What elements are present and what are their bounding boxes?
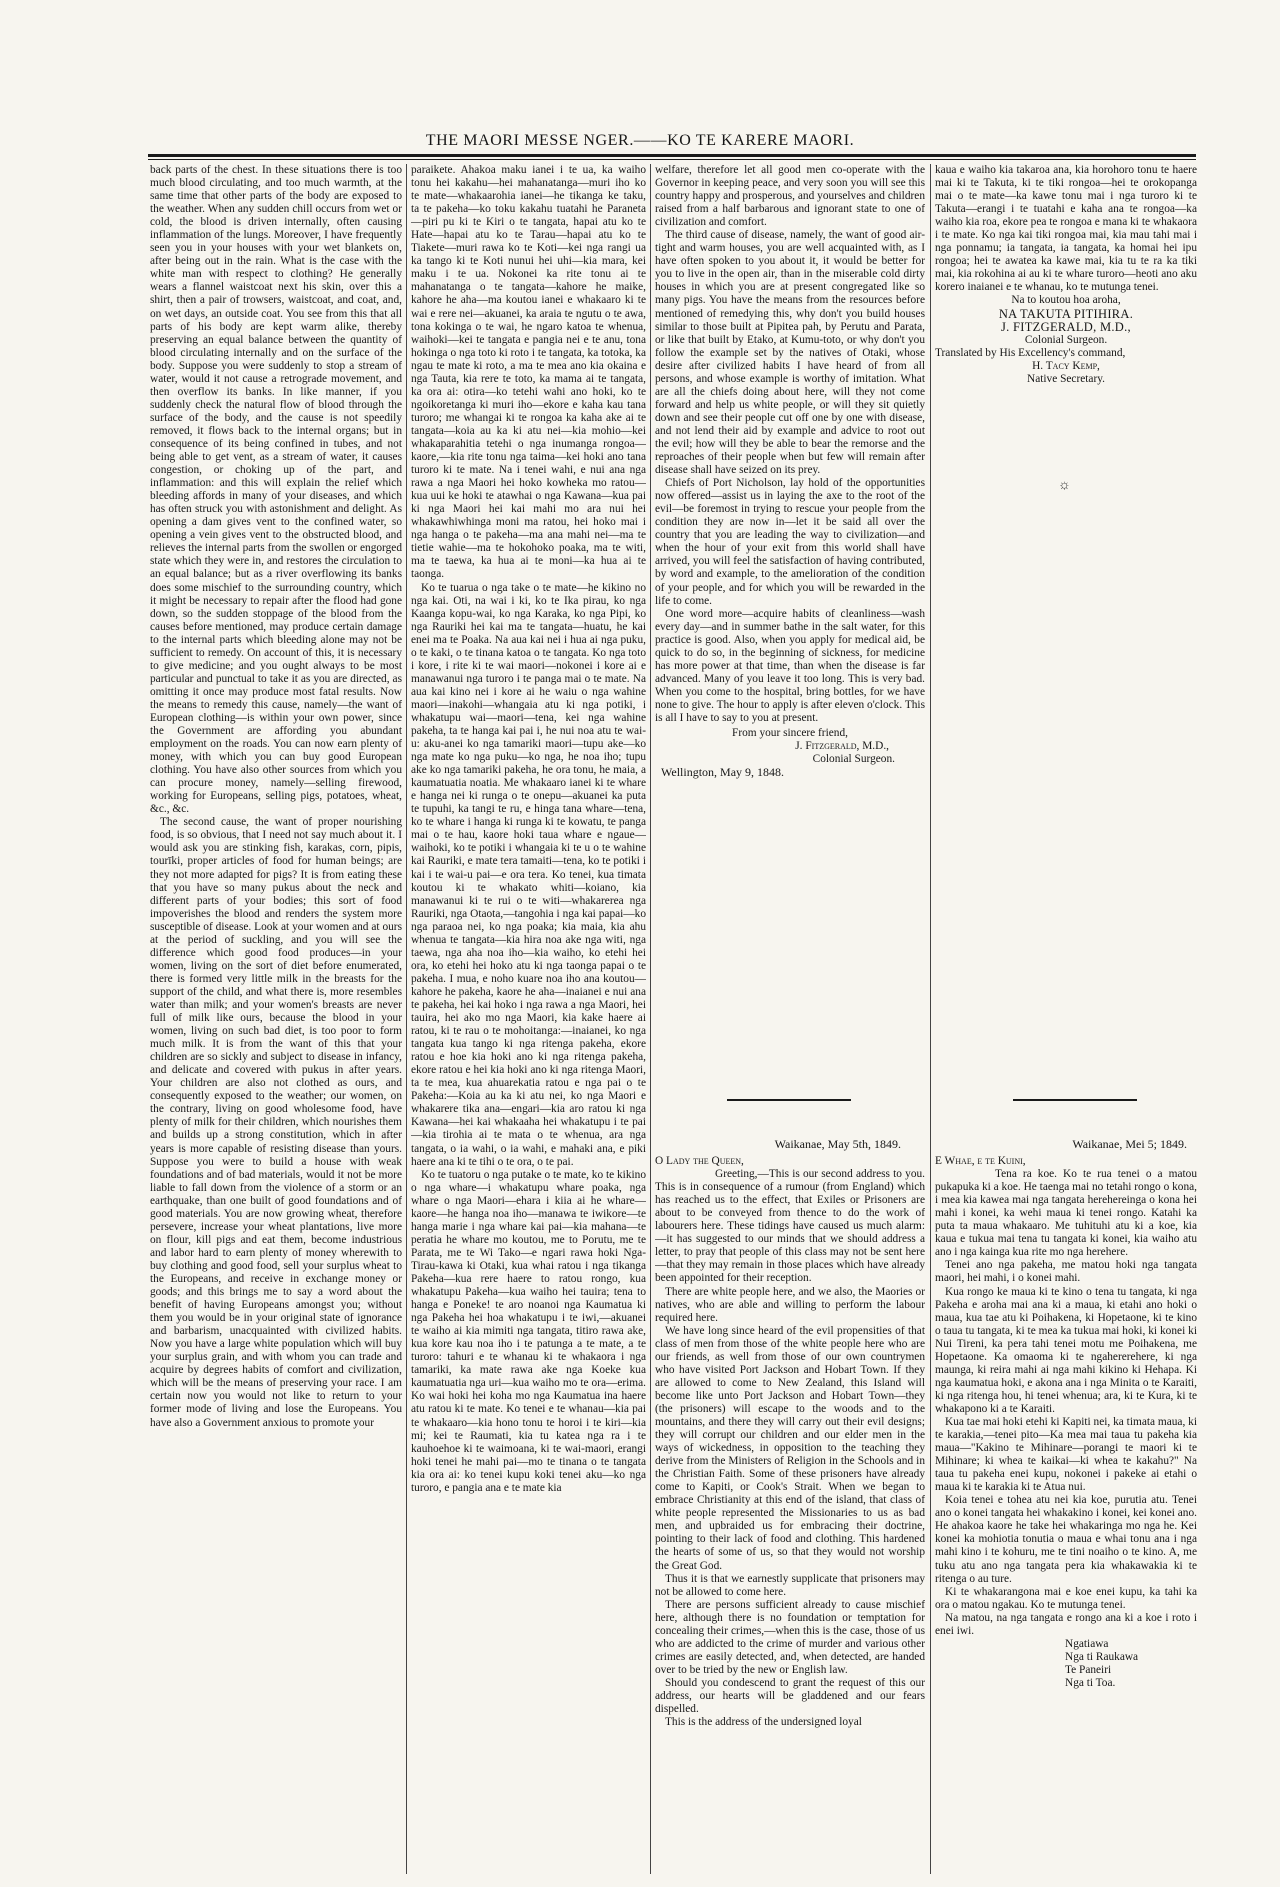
address-to-queen-maori [935,1138,1197,1873]
address-to-queen-english [655,1138,925,1873]
address-dateline: Waikanae, Mei 5; 1849. [1072,1138,1187,1151]
dateline: Wellington, May 9, 1848. [661,765,785,780]
signature-name-english: J. FITZGERALD, M.D., [1001,319,1131,334]
paragraph: There are white people here, and we also, the Maories or natives, who are able and willing to perform the labour required here. [655,1285,925,1324]
masthead: THE MAORI MESSE NGER.——KO TE KARERE MAORI. [425,132,855,149]
translator-name-text: H. Tacy Kemp, [1032,359,1100,372]
paragraph: There are persons sufficient already to cause mischief here, although there is no foundation or temptation for concealing their crimes,—when this is the case, those of us who are addicted to the crime of murder and various other crimes are easily detected, and, when detected, are handed over to be tried by the new or English law. [655,1598,925,1676]
address-salutation: O Lady the Queen, [655,1155,744,1168]
signature-name: NA TAKUTA PITIHIRA. [998,306,1134,321]
paragraph: back parts of the chest. In these situations there is too much blood circulating, and too much warmth, at the same time that other parts of the body are exposed to the weather. When any sudden chill occurs from wet or cold, the blood is driven internally, often causing inflammation of the lungs. Moreover, I have frequently seen you in your houses with your wet blankets on, after being out in the rain. What is the case with the white man with respect to clothing? He generally wears a flannel waistcoat next his skin, over this a shirt, then a pair of trowsers, waistcoat, and coat, and, on wet days, an outside coat. You see from this that all parts of his body are kept warm alike, thereby preserving an equal balance between the quantity of blood circulating internally and on the surface of the body. Suppose you were suddenly to stop a stream of water, would it not cause a retrograde movement, and then overflow its banks. In like manner, if you suddenly check the natural flow of blood through the surface of the body, and the cause is not speedily removed, it flows back to the internal organs; but in consequence of its being confined in tubes, and not being able to get vent, as a stream of water, it causes congestion, or choking up of the part, and inflammation: and this will explain the relief which bleeding affords in many of your diseases, and which has often struck you with astonishment and delight. As opening a dam gives vent to the confined water, so opening a vein gives vent to the obstructed blood, and relieves the internal parts from the swollen or engorged state which they were in, and restores the circulation to an equal balance; but as a river overflowing its banks does some mischief to the surrounding country, which it might be necessary to repair after the flood had gone down, so the sudden stoppage of the blood from the causes before mentioned, may produce certain damage to the internal parts which bleeding alone may not be sufficient to remedy. On account of this, it is necessary to give medicine; and you ought always to be most particular and punctual to take it as you are directed, as omitting it once may produce most fatal results. Now the means to remedy this cause, namely—the want of European clothing—is within your own power, since the Government are affording you abundant employment on the roads. You can now earn plenty of money, with which you can buy good European clothing. You have also other sources from which you can procure money, namely—selling firewood, working for Europeans, selling pigs, potatoes, wheat, &c., &c. [150,164,402,816]
signature-closing: Na to koutou hoa aroha, [1011,294,1121,307]
signature-closing: From your sincere friend, [732,727,848,740]
signatory: Ngatiawa [1065,1637,1109,1650]
column-2-maori-letter [411,164,646,1874]
paragraph: Greeting,—This is our second address to you. This is in consequence of a rumour (from England) which has reached us to the effect, that Exiles or Prisoners are about to be conveyed from thence to do the work of labourers here. These tidings have caused us much alarm:—it has suggested to our minds that we should address a letter, to pray that people of this class may not be sent here—that they may remain in those places which have already been appointed for their reception. [655,1168,925,1285]
paragraph: Thus it is that we earnestly supplicate that prisoners may not be allowed to come here. [655,1572,925,1598]
column-divider [650,164,651,1874]
paragraph: The third cause of disease, namely, the want of good air-tight and warm houses, you are well acquainted with, as I have often spoken to you about it, it would be better for you to live in the open air, than in the miserable cold dirty houses in which you are at present congregated like so many pigs. You have the means from the resources before mentioned of remedying this, why don't you build houses similar to those built at Pipitea pah, by Perutu and Parata, or like that built by Etako, at Kumu-toto, or why don't you follow the example set by the natives of Otaki, whose desire after civilized habits I have heard of from all persons, and whose example is worthy of imitation. What are all the chiefs doing about here, will they not come forward and help us white people, or will they sit quietly down and see their people cut off one by one with disease, and not lend their aid by example and advice to root out the evil; how will they be able to bear the remorse and the reproaches of their people when but few will remain after disease shall have seized on its prey. [655,229,925,477]
paragraph: We have long since heard of the evil propensities of that class of men from those of the white people here who are our friends, as well from those of our own countrymen who have visited Port Jackson and Hobart Town. If they are allowed to come to New Zealand, this Island will become like unto Port Jackson and Hobart Town—they (the prisoners) will escape to the woods and to the mountains, and there they will carry out their evil designs; they will corrupt our children and our elder men in the ways of wickedness, in opposition to the teaching they derive from the Ministers of Religion in the Schools and in the Christian Faith. Some of these prisoners have already come to Kapiti, or Cook's Strait. When we began to embrace Christianity at this end of the island, that class of white people represented the Missionaries to us as bad men, and upbraided us for embracing their doctrine, pointing to their lack of food and clothing. This hardened the hearts of some of us, so that they would not worship the Great God. [655,1324,925,1572]
masthead-rule [148,154,1196,157]
translation-note: Translated by His Excellency's command, [935,346,1126,359]
column-3-english-letter-end [655,164,925,1044]
translator-title: Native Secretary. [1027,372,1105,385]
signatory: Nga ti Toa. [1065,1676,1116,1689]
signature-name [655,740,925,753]
column-divider [930,164,931,1874]
paragraph: Na matou, na nga tangata e rongo ana ki a koe i roto i enei iwi. [935,1611,1197,1637]
address-salutation: E Whae, e te Kuini, [935,1155,1026,1168]
signature-title: Colonial Surgeon. [1024,333,1108,346]
paragraph: paraikete. Ahakoa maku ianei i te ua, ka waiho tonu hei kakahu—hei mahanatanga—muri iho ko te mate—whakaarohia ianei—he tikanga ke taku, ta te pakeha—ko toku kakahu tuatahi he Paraneta—piri pu ki te Kiri o te tangata, hapai atu ko te Hate—hapai atu ko te Tarau—hapai atu ko te Tiakete—muri rawa ko te Koti—kei nga rangi ua ka tango ki te Koti nunui hei uhi—kia mara, kei maku i te ua. Nokonei ka rite tonu ai te mahanatanga o te tangata—kahore he maike, kahore he aha—ma koutou ianei e whakaaro ki te wai e rere nei—akuanei, ka araia te ngutu o te awa, tona kokinga o te wai, he ngaro katoa te whenua, waihoki—kei te tangata e pangia nei e te anu, tona hokinga o nga toto ki roto i te tangata, ka totoka, ka ngau te mate ki roto, a ma te mea ano kia okaina e nga Tauta, kia rere te toto, ka mama ai te tangata, ka ora ai: otira—ko tetehi wahi ano hoki, ko te ngoikoretanga ki muri iho—ekore e kaha kau tana turoro; me whangai ki te rongoa ka kaha ake ai te tangata—koia au ka ki atu nei—kia mohio—kei whakaparahitia tetehi o nga inumanga rongoa—kaore,—kia rite tonu nga taima—kei hoki ano tana turoro ki te mate. Na i tenei wahi, e nui ana nga rawa a nga Maori hei hoko kowheka mo ratou—kua uui ke hoki te atawhai o nga Kawana—kua pai ki nga Maori hei kai mahi mo ara nui hei whakawhiwhinga moni ma ratou, hei hoko mai i nga hanga o te pakeha—ma ana mahi nei—ma te tietie wahie—ma te hokohoko poaka, ma te witi, ma te taewa, ka hua ai te moni—ka hua ai te taonga. [411,164,646,581]
paragraph: This is the address of the undersigned loyal [665,1716,862,1729]
paragraph: Tena ra koe. Ko te rua tenei o a matou pukapuka ki a koe. He taenga mai no tetahi rongo o kona, i mea kia kawea mai nga tangata herehereinga o kona hei mahi i konei, ka wehi maua ki tenei rongo. Katahi ka puta ta maua whakaaro. Me tuhituhi atu ki a koe, kia kaua e tukua mai tena tu tangata ki konei, kia waiho atu ano i nga kainga kua rite mo nga herehere. [935,1168,1197,1259]
translator-name [935,360,1197,373]
signature-name-text: J. Fitzgerald, M.D., [795,740,889,753]
signatory: Nga ti Raukawa [1065,1650,1139,1663]
paragraph: Ko te tuatoru o nga putake o te mate, ko te kikino o nga whare—i whakatupu whare poaka, nga whare o nga Maori—ehara i kiia ai he whare—kaore—he hanga noa iho—manawa te iwikore—te hanga marie i nga whare kai pai—kia mahana—te peratia he whare mo koutou, me to Porutu, me te Parata, me te Wi Tako—e ngari rawa hoki Nga-Tirau-kawa ki Otaki, kua whai ratou i nga tikanga Pakeha—kua rere haere to ratou rongo, kua whakatupu Pakeha—kua waiho hei tauira; tena to hanga e Poneke! te aro noanoi nga Kaumatua ki nga Pakeha hei hoa whakatupu i te iwi,—akuanei te waiho ai kia mimiti nga tangata, titiro rawa ake, kua kore kau noa iho i te patunga a te mate, a te turoro: tahuri e te whanau ki te whakaora i nga tamariki, ka mate rawa ake nga Koeke kua kaumatuatia nga uri—kua waiho mo te ora—erima. Ko wai hoki hei koha mo nga Kaumatua ina haere atu ratou ki te mate. Ko tenei e te whanau—kia pai te whakaaro—kia hono tonu te horoi i te kiri—kia mi; kei te Raumati, kia tu katea nga ra i te kauhoehoe ki te waimoana, ki te wai-maori, erangi hoki tenei he mahi pai—mo te tinana o te tangata kia ora ai: ko tenei kupu koki tenei aku—ko nga turoro, e pangia ana e te mate kia [411,1168,646,1494]
signature-title: Colonial Surgeon. [812,753,895,766]
paragraph: Ki te whakarangona mai e koe enei kupu, ka tahi ka ora o matou ngakau. Ko te mutunga tenei. [935,1585,1197,1611]
paragraph: Kua tae mai hoki etehi ki Kapiti nei, ka timata maua, ki te karakia,—tenei pito—Ka mea mai taua tu pakeha kia maua—"Kakino te Mihinare—porangi te maori ki te Mihinare; ki whea te kaikai—ki whea te kakahu?" Na taua tu pakeha enei kupu, nokonei i pakeke ai etahi o maua ki te karakia ki te Atua nui. [935,1415,1197,1494]
address-dateline: Waikanae, May 5th, 1849. [774,1138,901,1151]
column-divider [406,164,407,1874]
paragraph: Should you condescend to grant the request of this our address, our hearts will be gladdened and our fears dispelled. [655,1676,925,1716]
paragraph: kaua e waiho kia takaroa ana, kia horohoro tonu te haere mai ki te Takuta, ki te tiki rongoa—hei te orokopanga mai o te mate—ka kawe tonu mai i nga turoro ki te Takuta—erangi i te tuatahi e kaha ana te rongoa—ka waiho kia roa, ekore pea te rongoa e mana ki te whakaora i te mate. Ko nga kai tiki rongoa mai, kia mau tahi mai i nga ponnamu; ia tangata, ia tangata, ka homai hei ipu rongoa; hei te awatea ka kawe mai, kia tu te ra ka tiki mai, kia rokohina ai au ki te whare turoro—heoti ano aku korero inaianei e te whanau, ko te mutunga tenei. [935,164,1197,294]
masthead-rule-thin [148,159,1196,160]
paragraph: Koia tenei e tohea atu nei kia koe, purutia atu. Tenei ano o konei tangata hei whakakino i konei, kei konei ano. He ahakoa kaore he take hei whakaringa mo nga he. Kei konei ka mohiotia tonutia o maua e whai tonu ana i nga mahi kino i te kohuru, me te tini noaiho o te kino. A, me tuku atu ano nga tangata pera kia whakawakia ki te ritenga o au ture. [935,1494,1197,1585]
paragraph: welfare, therefore let all good men co-operate with the Governor in keeping peace, and very soon you will see this country happy and prosperous, and yourselves and children raised from a half barbarous and ignorant state to one of civilization and comfort. [655,164,925,229]
column-4-maori-letter-end [935,164,1197,494]
paragraph: Ko te tuarua o nga take o te mate—he kikino no nga kai. Oti, na wai i ki, ko te Ika pirau, ko nga Kaanga kopu-wai, ko nga Karaka, ko nga Pipi, ko nga Rauriki hei kai ma te tangata—huatu, he kai enei ma te Poaka. Na aua kai nei i hua ai nga puku, o te kaki, o te tinana katoa o te tangata. Ko nga toto i kore, i rite ki te wai maori—nokonei i kore ai e manawanui nga turoro i te panga mai o te mate. Na aua kai kino nei i kore ai he waiu o nga wahine maori—inakohi—whangaia atu ki nga potiki, i whakatupu wai—maori—tena, kei nga wahine pakeha, ta te hanga kai pai i, he nui noa atu te wai-u: aku-anei ko nga tamariki maori—tupu ake—ko nga mate ko nga puku—ko nga, he noa iho; tupu ake ko nga tamariki pakeha, he ora tonu, he maia, a kaumatuatia noatia. Me whakaaro ianei ki te whare e hanga nei ki runga o te onepu—akuanei ka puta te tupuhi, ka tangi te ru, e hinga tana whare—tena, ko te whare i hanga ki runga ki te kowatu, te panga mai o te hau, kaore hoki taua whare e ngaue—waihoki, ko te potiki i whangaia ki te u o te wahine kai Rauriki, e mate tera tamaiti—tena, ko te potiki i kai i te wai-u pai—e ora tera. Ko tenei, kua timata koutou ki te whakato whiti—koiano, kia manawanui ki te rui o te witi—whakarerea nga Rauriki, nga Otaota,—tangohia i nga kai papai—ko nga paraoa nei, ko nga poaka; kia maia, kia ahu whenua te tangata—kia hira noa ake nga witi, nga taewa, nga aha noa iho—kia waiho, ko etehi hei ora, ko etehi hei hoko atu ki nga taonga papai o te pakeha. I mua, e noho kuare noa iho ana koutou—kahore he pakeha, kaore he aha—inaianei e nui ana te pakeha, hei kai hoko i nga rawa a nga Maori, hei tauira, hei ako mo nga Maori, kia kake haere ai ratou, ki te rau o te mohoitanga:—inaianei, ko nga tangata kua tango ki nga ritenga pakeha, ekore ratou e hoe kia hoki ano ki nga ritenga pakeha, ekore ratou e hei kia hoki ano ki nga ritenga Maori, ta te mea, kua ahuarekatia ratou e nga pai o te Pakeha:—Koia au ka ki atu nei, ko nga Maori e whakarere tika ana—engari—kia aro ratou ki nga Kawana—hei kai whakaaha hei whakatupu i te pai—kia tirohia ai te mata o te whenua, ara nga tangata, o ia wahi, o ia wahi, e mahaki ana, e piki haere ana ki te tihi o te ora, o te pai. [411,581,646,1168]
column-1-english-letter [150,164,402,1874]
section-rule [1013,1099,1137,1101]
paragraph: The second cause, the want of proper nourishing food, is so obvious, that I need not say much about it. I would ask you are stinking fish, karakas, corn, pipis, tourīki, proper articles of food for human beings; are they not more adapted for pigs? It is from eating these that you have so many pukus about the neck and different parts of your bodies; this sort of food impoverishes the blood and renders the system more susceptible of disease. Look at your women and at ours at the period of suckling, and you will see the difference which good food produces—in your women, living on the sort of diet before enumerated, there is formed very little milk in the breasts for the support of the child, and what there is, more resembles water than milk; and your women's breasts are never full of milk like ours, because the blood in your women, living on such bad diet, is too poor to form much milk. It is from the want of this that your children are so sickly and subject to disease in infancy, and delicate and covered with pukus in after years. Your children are also not clothed as ours, and consequently exposed to the weather; our women, on the contrary, living on good wholesome food, have plenty of milk for their children, which nourishes them and builds up a strong constitution, which in after years is more capable of resisting disease than yours. Suppose you were to build a house with weak foundations and of bad materials, would it not be more liable to fall down from the violence of a storm or an earthquake, than one built of good foundations and of good materials. You are now growing wheat, therefore persevere, increase your wheat plantations, live more on flour, kill pigs and eat them, become industrious and labor hard to earn plenty of money wherewith to buy clothing and good food, sell your surplus wheat to the Europeans, and receive in exchange money or goods; and this brings me to say a word about the benefit of having Europeans amongst you; without them you would be in your original state of ignorance and barbarism, unacquainted with civilized habits. Now you have a large white population which will buy your surplus grain, and with whom you can trade and acquire by degrees habits of comfort and civilization, which will be the means of preserving your race. I am certain now you would not like to return to your former mode of living and lose the Europeans. You have also a Government anxious to promote your [150,816,402,1429]
paragraph: Chiefs of Port Nicholson, lay hold of the opportunities now offered—assist us in laying the axe to the root of the evil—be foremost in trying to rescue your people from the condition they are now in—let it be said all over the country that you are leading the way to civilization—and when the hour of your exit from this world shall have arrived, you will feel the satisfaction of having contributed, by word and example, to the amelioration of the condition of your people, and for which you will be rewarded in the life to come. [655,477,925,607]
section-rule [727,1099,851,1101]
ink-mark-icon: ☼ [1058,478,1071,493]
paragraph: Kua rongo ke maua ki te kino o tena tu tangata, ki nga Pakeha e aroha mai ana ki a maua, ki etahi ano hoki o maua, kua tae atu ki Poihakena, ki Hopetaone, ki te kino o taua tu tangata, ki te mea ka tukua mai hoki, ki konei ki Nui Tireni, ka pera tahi tenei motu me Poihakena, me Hopetaone. Ka omaoma ki te ngahererehere, ki nga maunga, ki reira mahi ai nga mahi kikino ki Hehapa. Ki nga kaumatua hoki, e akona ana i nga Minita o te Karaiti, ki nga ritenga hou, hi tenei whenua; ara, ki te Kura, ki te whakapono ki a te Karaiti. [935,1285,1197,1415]
signatory: Te Paneiri [1065,1663,1112,1676]
paragraph: Tenei ano nga pakeha, me matou hoki nga tangata maori, hei mahi, i o konei mahi. [935,1259,1197,1285]
paragraph: One word more—acquire habits of cleanliness—wash every day—and in summer bathe in the salt water, for this practice is good. Also, when you apply for medical aid, be quick to do so, in the beginning of sickness, for medicine has more power at that time, than when the disease is far advanced. Many of you leave it too long. This is very bad. When you come to the hospital, bring bottles, for we have none to give. The hour to apply is after eleven o'clock. This is all I have to say to you at present. [655,607,925,724]
